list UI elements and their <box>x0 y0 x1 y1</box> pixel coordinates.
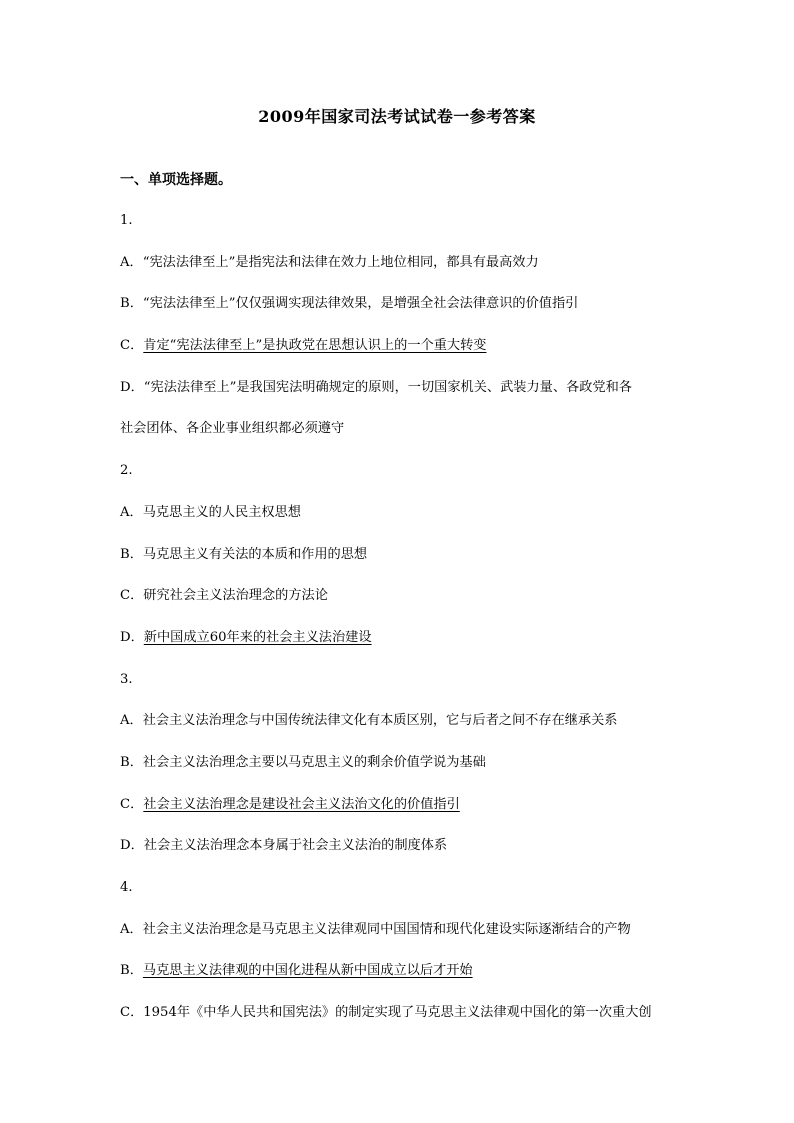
line-prefix: C． <box>120 1005 144 1021</box>
line-prefix: 3. <box>120 671 133 687</box>
line-prefix: 1. <box>120 213 133 228</box>
answer-text-underlined: 社会主义法治理念是建设社会主义法治文化的价值指引 <box>143 796 460 812</box>
answer-list <box>120 200 700 1034</box>
answer-text: 1954年《中华人民共和国宪法》的制定实现了马克思主义法律观中国化的第一次重大创 <box>143 1005 652 1021</box>
answer-text: 马克思主义的人民主权思想 <box>142 504 301 520</box>
line-prefix: B． <box>120 963 143 979</box>
line-prefix: 4. <box>120 880 133 895</box>
section-heading: 一、单项选择题。 <box>120 172 232 188</box>
question-number <box>120 450 700 492</box>
question-number <box>120 867 700 909</box>
line-prefix: A． <box>120 921 143 937</box>
answer-line <box>120 909 700 951</box>
answer-line <box>120 742 700 784</box>
answer-line <box>120 992 700 1034</box>
answer-text: 社会团体、各企业事业组织都必须遵守 <box>120 421 345 437</box>
line-prefix: C． <box>120 796 144 812</box>
answer-line <box>120 950 700 992</box>
line-prefix: D． <box>120 379 144 395</box>
answer-line <box>120 617 700 659</box>
answer-text: 社会主义法治理念主要以马克思主义的剩余价值学说为基础 <box>142 754 486 770</box>
answer-text-underlined: 新中国成立60年来的社会主义法治建设 <box>143 629 372 645</box>
line-prefix: A． <box>120 254 143 270</box>
answer-line <box>120 325 700 367</box>
document-title: 2009年国家司法考试试卷一参考答案 <box>258 107 536 126</box>
line-prefix: D． <box>120 838 144 854</box>
line-prefix: 2. <box>120 463 133 479</box>
line-prefix: C． <box>120 338 144 354</box>
line-prefix: B． <box>120 754 143 770</box>
line-prefix: B． <box>120 296 143 312</box>
answer-text: 社会主义法治理念本身属于社会主义法治的制度体系 <box>143 838 448 854</box>
answer-text: 社会主义法治理念是马克思主义法律观同中国国情和现代化建设实际逐渐结合的产物 <box>142 921 631 937</box>
answer-line <box>120 534 700 576</box>
answer-text-underlined: 肯定“宪法法律至上”是执政党在思想认识上的一个重大转变 <box>143 338 487 354</box>
answer-line <box>120 784 700 826</box>
question-number <box>120 200 700 242</box>
answer-line <box>120 242 700 284</box>
answer-line <box>120 367 700 409</box>
answer-text: 社会主义法治理念与中国传统法律文化有本质区别，它与后者之间不存在继承关系 <box>142 713 618 729</box>
answer-line <box>120 283 700 325</box>
line-prefix: B． <box>120 546 143 562</box>
answer-line <box>120 825 700 867</box>
answer-text: “宪法法律至上”仅仅强调实现法律效果，是增强全社会法律意识的价值指引 <box>142 296 579 312</box>
line-prefix: D． <box>120 629 144 645</box>
answer-text-underlined: 马克思主义法律观的中国化进程从新中国成立以后才开始 <box>142 963 473 979</box>
answer-text: 研究社会主义法治理念的方法论 <box>143 588 328 604</box>
answer-text: “宪法法律至上”是我国宪法明确规定的原则，一切国家机关、武装力量、各政党和各 <box>143 379 632 395</box>
answer-line <box>120 408 700 450</box>
answer-text: 马克思主义有关法的本质和作用的思想 <box>142 546 368 562</box>
line-prefix: C． <box>120 588 144 604</box>
answer-line <box>120 575 700 617</box>
answer-line <box>120 492 700 534</box>
answer-line <box>120 700 700 742</box>
question-number <box>120 659 700 701</box>
line-prefix: A． <box>120 713 143 729</box>
line-prefix: A． <box>120 504 143 520</box>
answer-text: “宪法法律至上”是指宪法和法律在效力上地位相同，都具有最高效力 <box>142 254 539 270</box>
